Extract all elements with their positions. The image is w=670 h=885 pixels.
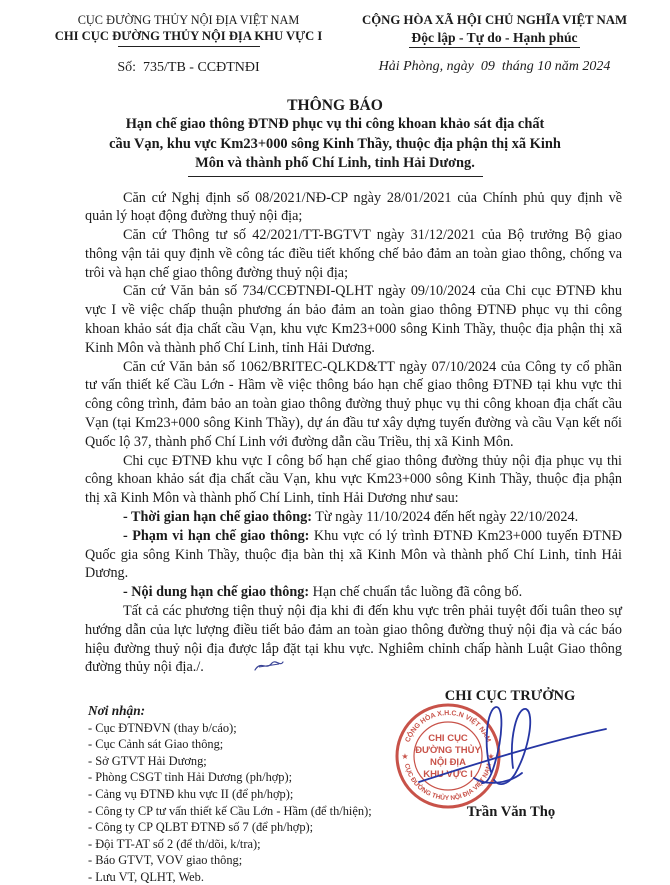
- parent-org-name: CỤC ĐƯỜNG THỦY NỘI ĐỊA VIỆT NAM: [77, 13, 300, 27]
- national-motto: Độc lập - Tự do - Hạnh phúc: [409, 29, 579, 48]
- title-underline: [188, 176, 483, 177]
- seal-center-line-1: CHI CỤC: [428, 733, 468, 744]
- recipient-item: - Công ty CP tư vấn thiết kế Cầu Lớn - Hầm (để th/hiện);: [88, 803, 372, 818]
- bullet-content-label: - Nội dung hạn chế giao thông:: [123, 584, 310, 601]
- bullet-scope-label: - Phạm vi hạn chế giao thông:: [123, 527, 310, 544]
- closing-text: Tất cả các phương tiện thuỷ nội địa khi đi đến khu vực trên phải tuyệt đối tuân theo sự hướng dẫn của lực lượng điều tiết bảo đảm an toàn giao thông đường thuỷ nội địa và các báo hiệu đường thuỷ nội địa được lắp đặt tại khu vực. Nghiêm chỉnh chấp hành Luật Giao thông đường thủy nội địa./.: [85, 603, 622, 676]
- document-type-heading: THÔNG BÁO: [287, 97, 383, 114]
- title-line-2: cầu Vạn, khu vực Km23+000 sông Kinh Thầy, thuộc địa phận thị xã Kinh: [109, 135, 561, 152]
- bullet-time-label: - Thời gian hạn chế giao thông:: [123, 509, 312, 526]
- recipient-item: - Cục Cảnh sát Giao thông;: [88, 737, 224, 752]
- document-header: [0, 0, 670, 76]
- seal-ring-top-text: CỘNG HÒA X.H.C.N VIỆT NAM: [404, 709, 492, 744]
- recipient-item: - Báo GTVT, VOV giao thông;: [88, 853, 243, 868]
- recipient-item: - Công ty CP QLBT ĐTNĐ số 7 (để ph/hợp);: [88, 820, 314, 835]
- title-line-3: Môn và thành phố Chí Linh, tỉnh Hải Dương.: [195, 155, 475, 171]
- paragraph-announcement: Chi cục ĐTNĐ khu vực I công bố hạn chế giao thông đường thủy nội địa phục vụ thi công khoan khảo sát địa chất cầu Vạn, khu vực Km23+000 sông Kinh Thầy, thuộc địa phận thị xã Kinh Môn và thành phố Chí Linh, tỉnh Hải Dương như sau:: [85, 452, 622, 507]
- seal-center-line-2: ĐƯỜNG THỦY: [415, 745, 481, 756]
- paragraph-legal-basis-4: Căn cứ Văn bản số 1062/BRITEC-QLKD&TT ngày 07/10/2024 của Công ty cổ phần tư vấn thiết kế Cầu Lớn - Hầm về việc thông báo hạn chế giao thông ĐTNĐ tại khu vực thi công công trình, đảm bảo an toàn giao thông đường thuỷ phục vụ thi công khoan địa chất cầu Vạn (tại Km23+000 sông Kinh Thầy), dự án đầu tư xây dựng tuyến đường và cầu Vạn kết nối Quốc lộ 37, thành phố Chí Linh với đường dẫn cầu Triều, thị xã Kinh Môn.: [85, 358, 622, 450]
- national-header-block: [341, 13, 648, 76]
- paragraph-closing: [85, 602, 622, 679]
- issuing-org-name: CHI CỤC ĐƯỜNG THỦY NỘI ĐỊA KHU VỰC I: [54, 29, 323, 43]
- seal-star-left-icon: ★: [401, 752, 409, 761]
- bullet-time-restriction: [85, 508, 622, 527]
- seal-center-line-4: KHU VỰC I: [423, 769, 473, 780]
- recipients-block: [88, 703, 388, 885]
- bullet-content-restriction: [85, 583, 622, 602]
- seal-ring-bottom-text: CỤC ĐƯỜNG THỦY NỘI ĐỊA VIỆT NAM: [402, 762, 494, 803]
- place-and-date: Hải Phòng, ngày 09 tháng 10 năm 2024: [378, 59, 611, 74]
- signature-stroke: [394, 692, 622, 803]
- document-number: Số: 735/TB - CCĐTNĐI: [117, 60, 260, 75]
- recipient-item: - Cục ĐTNĐVN (thay b/cáo);: [88, 720, 237, 735]
- signer-name: Trần Văn Thọ: [466, 804, 556, 820]
- bullet-scope-restriction: [85, 527, 622, 583]
- paragraph-legal-basis-1: Căn cứ Nghị định số 08/2021/NĐ-CP ngày 28/01/2021 của Chính phủ quy định về quản lý hoạt động đường thuỷ nội địa;: [85, 189, 622, 225]
- recipient-item: - Phòng CSGT tỉnh Hải Dương (ph/hợp);: [88, 770, 293, 785]
- issuing-org-block: [36, 13, 341, 76]
- initial-mark-icon: [214, 658, 284, 679]
- org-name-underline: [118, 46, 260, 47]
- seal-center-line-3: NỘI ĐỊA: [430, 757, 466, 768]
- bullet-time-value: Từ ngày 11/10/2024 đến hết ngày 22/10/2024.: [311, 509, 579, 526]
- recipient-item: - Lưu VT, QLHT, Web.: [88, 869, 204, 884]
- document-body: [85, 189, 622, 680]
- bullet-content-value: Hạn chế chuẩn tắc luồng đã công bố.: [309, 584, 523, 601]
- paragraph-legal-basis-3: Căn cứ Văn bản số 734/CCĐTNĐI-QLHT ngày 09/10/2024 của Chi cục ĐTNĐ khu vực I về việc chấp thuận phương án bảo đảm an toàn giao thông ĐTNĐ phục vụ thi công khoan khảo sát địa chất cầu Vạn, khu vực Km23+000 sông Kinh Thầy, thuộc địa phận thị xã Kinh Môn và thành phố Chí Linh, tỉnh Hải Dương.: [85, 283, 622, 356]
- paragraph-legal-basis-2: Căn cứ Thông tư số 42/2021/TT-BGTVT ngày 31/12/2021 của Bộ trưởng Bộ giao thông vận tải quy định về công tác điều tiết khống chế bảo đảm an toàn giao thông, chống va trôi và hạn chế giao thông đường thuỷ nội địa;: [85, 227, 622, 281]
- title-line-1: Hạn chế giao thông ĐTNĐ phục vụ thi công khoan khảo sát địa chất: [125, 116, 545, 132]
- title-block: [0, 96, 670, 177]
- bullet-scope-value: Khu vực có lý trình ĐTNĐ Km23+000 tuyến ĐTNĐ Quốc gia sông Kinh Thầy, thuộc địa bàn thị xã Kinh Môn và thành phố Chí Linh, tỉnh Hải Dương.: [85, 527, 622, 582]
- recipient-item: - Sở GTVT Hải Dương;: [88, 753, 207, 768]
- recipients-heading: Nơi nhận:: [88, 703, 146, 718]
- national-title: CỘNG HÒA XÃ HỘI CHỦ NGHĨA VIỆT NAM: [361, 13, 628, 27]
- recipient-item: - Cảng vụ ĐTNĐ khu vực II (để ph/hợp);: [88, 786, 294, 801]
- recipient-item: - Đội TT-AT số 2 (để th/dõi, k/tra);: [88, 836, 261, 851]
- seal-star-right-icon: ★: [487, 752, 495, 761]
- signer-title: CHI CỤC TRƯỞNG: [444, 688, 576, 704]
